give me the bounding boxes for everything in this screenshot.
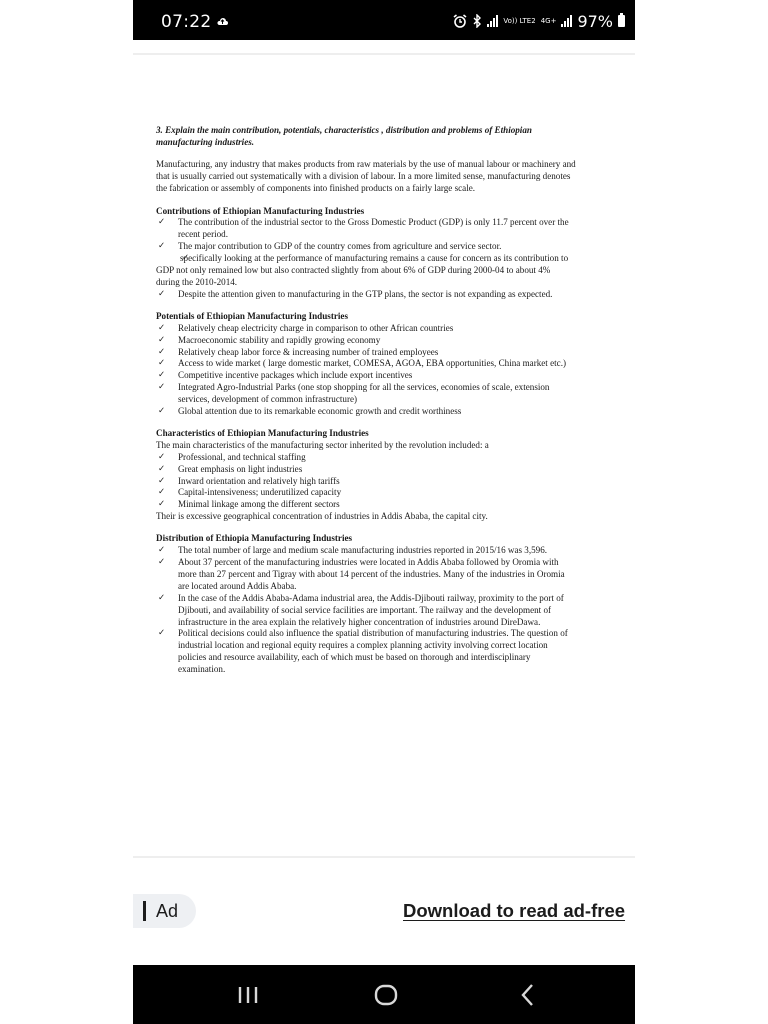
bluetooth-icon (472, 14, 482, 28)
status-time: 07:22 (161, 12, 212, 32)
ad-badge[interactable] (133, 894, 196, 928)
list-item: ✓ Access to wide market ( large domestic market, COMESA, AGOA, EBA opportunities, China market etc.) (156, 358, 576, 370)
list-item: ✓ Relatively cheap electricity charge in comparison to other African countries (156, 323, 576, 335)
battery-icon (618, 15, 625, 27)
section-heading: Contributions of Ethiopian Manufacturing Industries (156, 205, 365, 216)
signal-icon (487, 15, 498, 27)
section-lead: The main characteristics of the manufacturing sector inherited by the revolution included: a (156, 439, 489, 450)
list-item: ✓ The contribution of the industrial sector to the Gross Domestic Product (GDP) is only 11.7 percent over the recent period. (156, 217, 576, 241)
list-item: ✓ Macroeconomic stability and rapidly growing economy (156, 335, 576, 347)
signal-icon (561, 15, 572, 27)
potentials-section (156, 311, 576, 418)
list-item: ✓ The major contribution to GDP of the country comes from agriculture and service sector. (156, 241, 576, 253)
intro-paragraph: Manufacturing, any industry that makes products from raw materials by the use of manual labour or machinery and that is usually carried out systematically with a division of labour. In a more limited sense, manufacturing denotes the fabrication or assembly of components into finished products on a fairly large scale. (156, 158, 576, 193)
alarm-icon (453, 14, 467, 28)
list-item: ✓ Capital-intensiveness; underutilized capacity (156, 487, 576, 499)
list-item: ✓ Great emphasis on light industries (156, 464, 576, 476)
ad-label: Ad (156, 900, 179, 921)
phone-screen (133, 0, 635, 1024)
list-item: ✓ Professional, and technical staffing (156, 452, 576, 464)
status-icons (453, 12, 625, 30)
document-viewer[interactable] (133, 40, 635, 870)
navigation-bar (133, 965, 635, 1024)
list-item: ✓ Political decisions could also influence the spatial distribution of manufacturing industries. The question of industrial location and regional equity requires a complex planning activity involving correct location policies and resource availability, each of which must be based on thorough and interdisciplinary examination. (156, 628, 576, 676)
ad-bar (133, 870, 635, 965)
list-item: ✓ About 37 percent of the manufacturing industries were located in Addis Ababa followed by Oromia with more than 27 percent and Tigray with about 14 percent of the industries. Many of the industries in Oromia are located around Addis Ababa. (156, 557, 576, 593)
cloud-upload-icon (217, 17, 228, 26)
contributions-section (156, 206, 576, 301)
back-icon[interactable] (513, 981, 543, 1009)
characteristics-list (156, 452, 576, 512)
list-item: ✓ In the case of the Addis Ababa-Adama industrial area, the Addis-Djibouti railway, proximity to the port of Djibouti, and availability of social service facilities are important. The railway and the development of infrastructure in the area explain the relatively higher concentration of industries around DireDawa. (156, 593, 576, 629)
list-item: ✓ Competitive incentive packages which include export incentives (156, 370, 576, 382)
battery-percent: 97% (577, 11, 613, 31)
section-closing: Their is excessive geographical concentration of industries in Addis Ababa, the capital city. (156, 511, 488, 522)
list-item: ✓ Inward orientation and relatively high tariffs (156, 476, 576, 488)
volte-label: Vo)) LTE2 (503, 16, 536, 25)
list-item: ✓ Integrated Agro-Industrial Parks (one stop shopping for all the services, economies of scale, extension services, development of common infrastructure) (156, 382, 576, 406)
characteristics-section (156, 428, 576, 523)
distribution-list (156, 545, 576, 676)
page-edge-bottom (133, 856, 635, 858)
recent-apps-icon[interactable] (233, 981, 263, 1009)
document-page (156, 125, 576, 686)
section-heading: Characteristics of Ethiopian Manufacturing Industries (156, 427, 369, 438)
ad-divider (143, 901, 146, 921)
section-heading: Potentials of Ethiopian Manufacturing Industries (156, 310, 348, 321)
list-item: ✓ Despite the attention given to manufacturing in the GTP plans, the sector is not expanding as expected. (156, 289, 576, 301)
list-item: ✓ specifically looking at the performance of manufacturing remains a cause for concern as its contribution to GDP not only remained low but also contracted slightly from about 6% of GDP during 2000-04 to about 4% during the 2010-2014. (156, 253, 576, 289)
home-icon[interactable] (371, 981, 401, 1009)
section-heading: Distribution of Ethiopia Manufacturing Industries (156, 533, 353, 544)
potentials-list (156, 323, 576, 418)
question-title: 3. Explain the main contribution, potentials, characteristics , distribution and problems of Ethiopian manufacturing industries. (156, 125, 532, 147)
page-edge-top (133, 53, 635, 55)
status-bar (133, 0, 635, 40)
download-ad-free-link[interactable]: Download to read ad-free (403, 900, 626, 921)
list-item: ✓ The total number of large and medium scale manufacturing industries reported in 2015/16 was 3,596. (156, 545, 576, 557)
network-4g-label: 4G+ (540, 16, 557, 25)
distribution-section (156, 533, 576, 676)
list-item: ✓ Minimal linkage among the different sectors (156, 499, 576, 511)
contributions-list (156, 217, 576, 300)
list-item: ✓ Global attention due to its remarkable economic growth and credit worthiness (156, 406, 576, 418)
list-item: ✓ Relatively cheap labor force & increasing number of trained employees (156, 347, 576, 359)
